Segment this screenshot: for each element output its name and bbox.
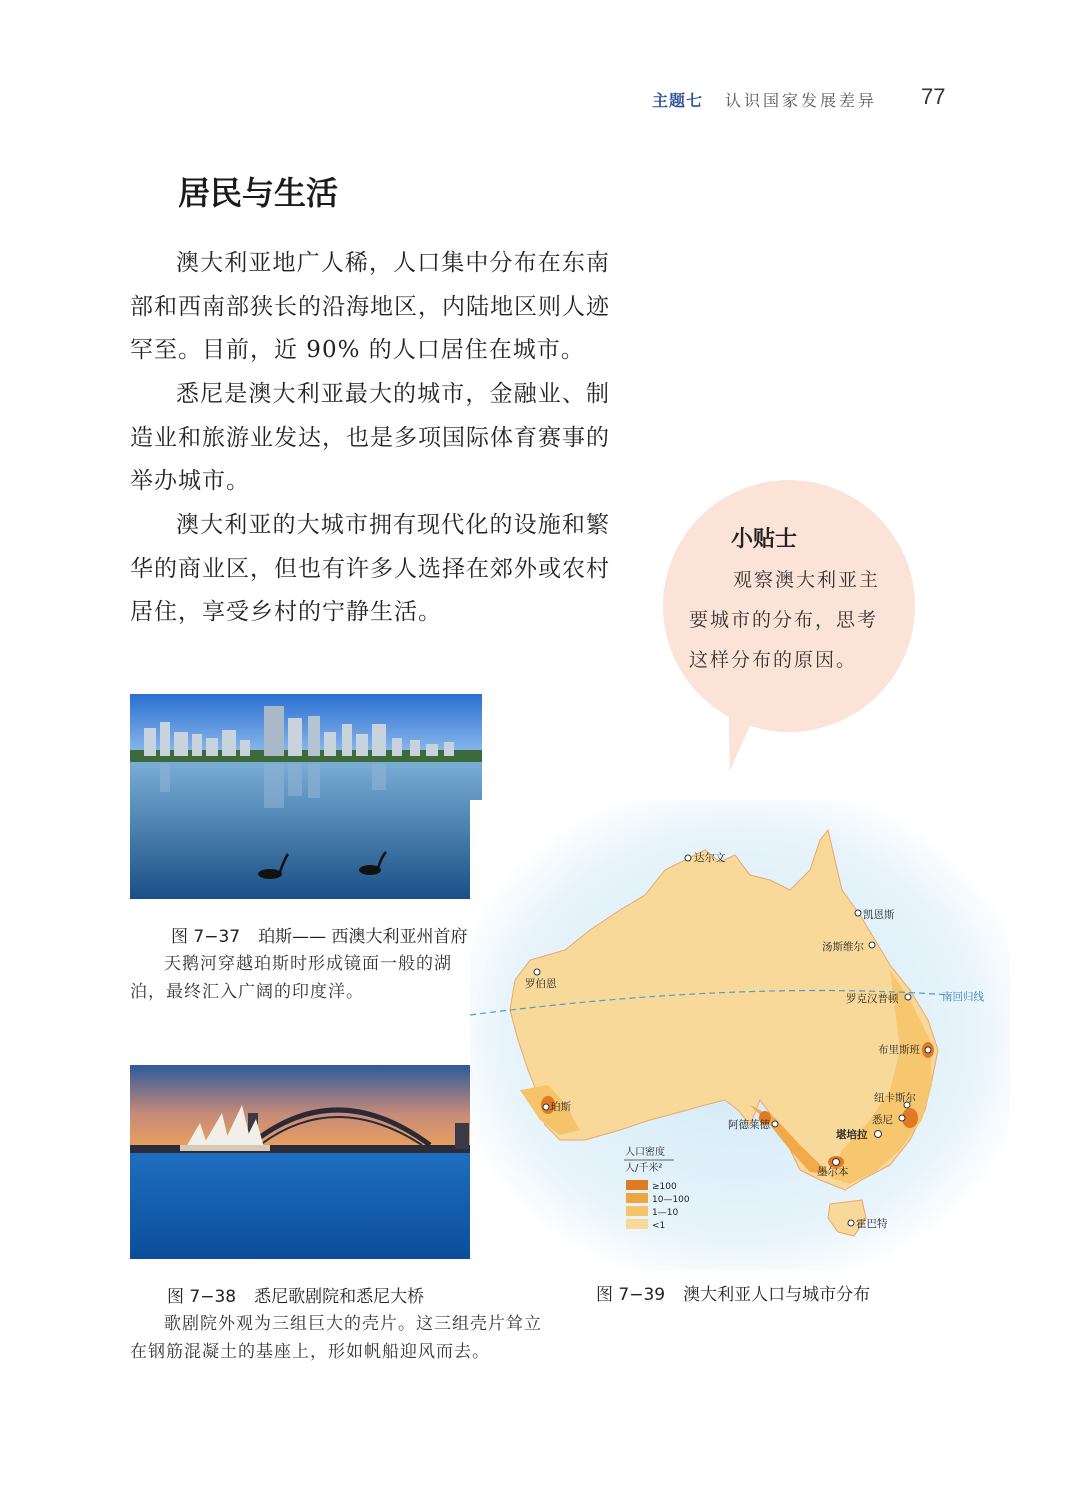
australia-map (470, 800, 1010, 1270)
section-title: 居民与生活 (178, 174, 339, 212)
fig38-caption-body: 歌剧院外观为三组巨大的壳片。这三组壳片耸立在钢筋混凝土的基座上，形如帆船迎风而去。 (130, 1314, 542, 1362)
city-rockhampton: 罗克汉普顿 (846, 993, 899, 1005)
city-hobart: 霍巴特 (856, 1218, 888, 1230)
city-adelaide: 阿德莱德 (728, 1119, 770, 1131)
legend-swatch-1 (626, 1180, 648, 1190)
page-number: 77 (921, 84, 946, 109)
fig38-number: 图 7−38 (167, 1287, 237, 1307)
perth-skyline-image (130, 694, 482, 899)
fig39-title: 澳大利亚人口与城市分布 (683, 1285, 871, 1305)
legend-label-4: <1 (652, 1221, 666, 1231)
paragraph-2: 悉尼是澳大利亚最大的城市，金融业、制造业和旅游业发达，也是多项国际体育赛事的举办城市。 (130, 381, 610, 494)
city-perth: 珀斯 (550, 1101, 571, 1113)
fig38-caption-title (167, 1282, 424, 1307)
legend-label-3: 1—10 (652, 1208, 679, 1218)
city-townsville: 汤斯维尔 (822, 941, 864, 953)
fig39-number: 图 7−39 (596, 1285, 666, 1305)
city-melbourne: 墨尔本 (817, 1166, 849, 1178)
fig37-title: 珀斯—— 西澳大利亚州首府 (258, 927, 468, 947)
legend-label-1: ≥100 (652, 1182, 677, 1192)
tropic-label: 南回归线 (942, 991, 984, 1003)
header-topic: 主题七 (652, 91, 704, 110)
fig37-number: 图 7−37 (171, 927, 241, 947)
city-newcastle: 纽卡斯尔 (874, 1092, 916, 1104)
perth-photo (130, 694, 482, 899)
tip-text: 观察澳大利亚主要城市的分布，思考这样分布的原因。 (689, 569, 881, 671)
legend-swatch-4 (626, 1219, 648, 1229)
sydney-opera-image (130, 1065, 482, 1259)
legend-swatch-2 (626, 1193, 648, 1203)
header-title: 认识国家发展差异 (725, 91, 878, 110)
tip-title: 小贴士 (731, 527, 798, 552)
city-sydney: 悉尼 (872, 1114, 893, 1126)
sydney-photo (130, 1065, 482, 1259)
city-brisbane: 布里斯班 (878, 1044, 920, 1056)
paragraph-1: 澳大利亚地广人稀，人口集中分布在东南部和西南部狭长的沿海地区，内陆地区则人迹罕至。目前，近 90% 的人口居住在城市。 (130, 250, 610, 363)
city-cairns: 凯恩斯 (863, 909, 895, 921)
city-broome: 罗伯恩 (525, 978, 557, 990)
legend-unit: 人/千米² (625, 1163, 663, 1174)
fig38-title: 悉尼歌剧院和悉尼大桥 (254, 1287, 425, 1307)
city-darwin: 达尔文 (694, 852, 726, 864)
australia-population-map (470, 800, 1010, 1270)
fig37-caption-title (171, 922, 468, 947)
paragraph-3: 澳大利亚的大城市拥有现代化的设施和繁华的商业区，但也有许多人选择在郊外或农村居住，享受乡村的宁静生活。 (130, 512, 610, 625)
legend-label-2: 10—100 (652, 1195, 690, 1205)
fig39-caption-title (596, 1280, 870, 1305)
legend-title: 人口密度 (625, 1147, 665, 1158)
legend-swatch-3 (626, 1206, 648, 1216)
city-canberra: 堪培拉 (836, 1129, 868, 1141)
fig37-caption-body: 天鹅河穿越珀斯时形成镜面一般的湖泊，最终汇入广阔的印度洋。 (130, 954, 452, 1002)
